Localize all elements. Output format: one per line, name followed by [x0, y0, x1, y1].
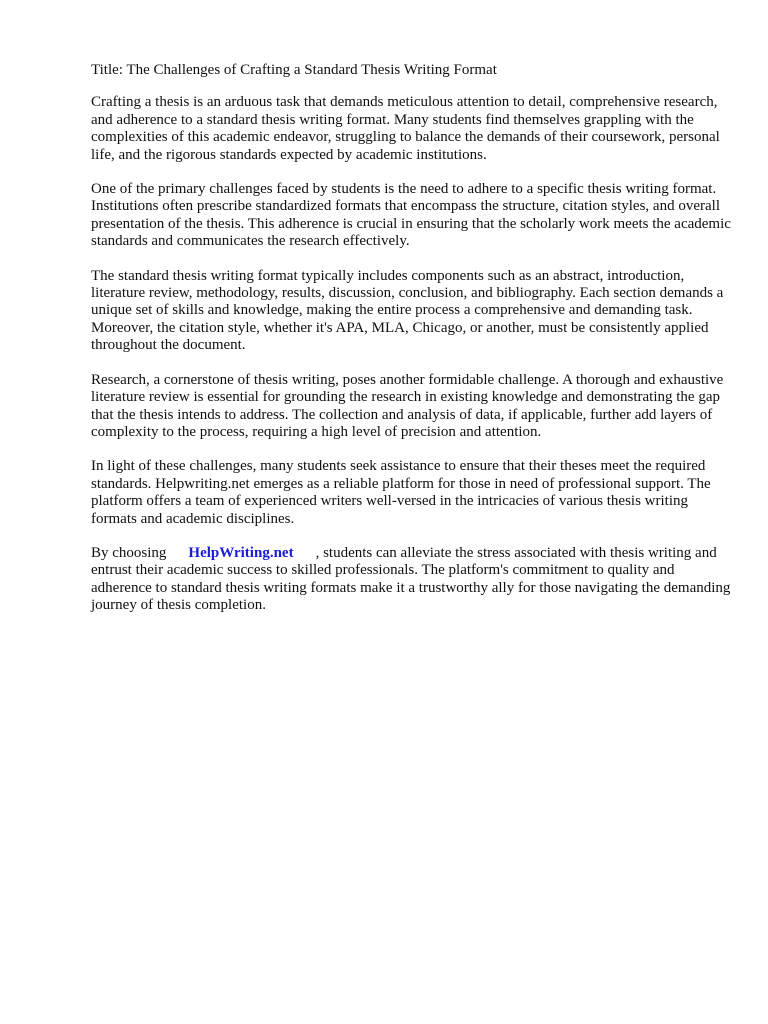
- paragraph-6-lead-text: By choosing: [91, 544, 167, 561]
- paragraph-2: One of the primary challenges faced by students is the need to adhere to a specific thesis writing format. Institutions often prescribe standardized formats that encompass the structure, citation styles, and overall presentation of the thesis. This adherence is crucial in ensuring that the scholarly work meets the academic standards and communicates the research effectively.: [91, 181, 731, 250]
- helpwriting-link[interactable]: HelpWriting.net: [188, 544, 294, 561]
- document-title: Title: The Challenges of Crafting a Standard Thesis Writing Format: [91, 62, 497, 78]
- paragraph-1: Crafting a thesis is an arduous task that demands meticulous attention to detail, comprehensive research, and adherence to a standard thesis writing format. Many students find themselves grappling with the complexities of this academic endeavor, struggling to balance the demands of their coursework, personal life, and the rigorous standards expected by academic institutions.: [91, 94, 720, 163]
- paragraph-4: Research, a cornerstone of thesis writing, poses another formidable challenge. A thorough and exhaustive literature review is essential for grounding the research in existing knowledge and demonstrating the gap that the thesis intends to address. The collection and analysis of data, if applicable, further add layers of complexity to the process, requiring a high level of precision and attention.: [91, 371, 724, 440]
- paragraph-5: In light of these challenges, many students seek assistance to ensure that their theses meet the required standards. Helpwriting.net emerges as a reliable platform for those in need of professional support. The platform offers a team of experienced writers well-versed in the intricacies of various thesis writing formats and academic disciplines.: [91, 458, 711, 527]
- paragraph-3: The standard thesis writing format typically includes components such as an abstract, introduction, literature review, methodology, results, discussion, conclusion, and bibliography. Each section demands a unique set of skills and knowledge, making the entire process a comprehensive and demanding task. Moreover, the citation style, whether it's APA, MLA, Chicago, or another, must be consistently applied throughout the document.: [91, 267, 724, 354]
- document-page: [91, 62, 731, 632]
- paragraph-6: [91, 545, 731, 615]
- paragraph-6-trailing-text: , students can alleviate the stress associated with thesis writing and entrust their academic success to skilled professionals. The platform's commitment to quality and adherence to standard thesis writing formats make it a trustworthy ally for those navigating the demanding journey of thesis completion.: [91, 544, 731, 614]
